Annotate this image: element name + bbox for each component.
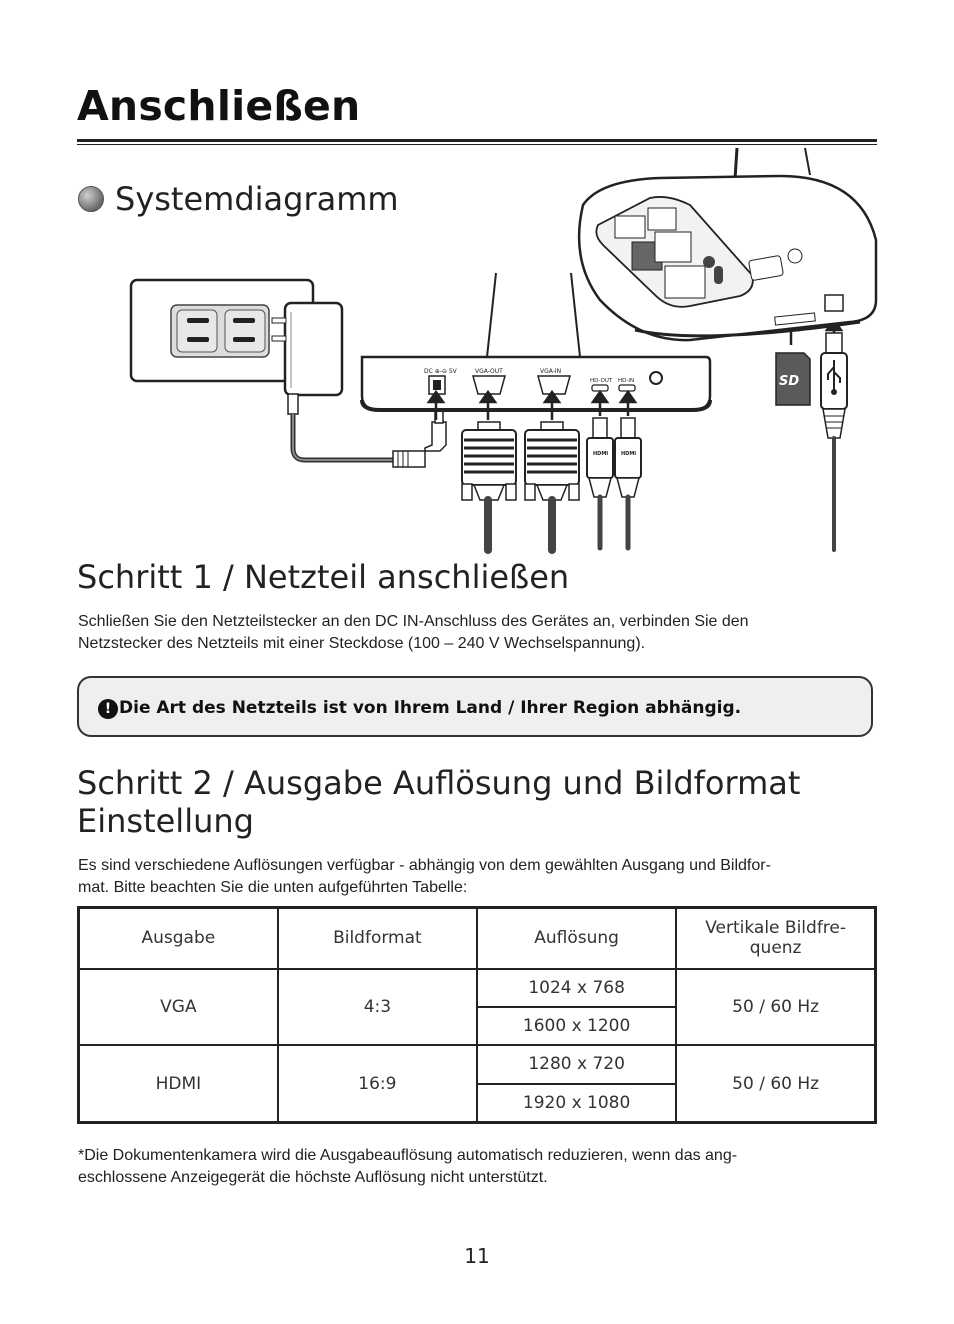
step2-body-line: mat. Bitte beachten Sie die unten aufgeführten Tabelle: bbox=[78, 879, 468, 896]
vga-cable-icon bbox=[462, 422, 516, 550]
hdmi-plug-label: HDMI bbox=[593, 451, 609, 457]
output-cell: HDMI bbox=[79, 1045, 278, 1122]
resolution-cell: 1024 x 768 bbox=[477, 969, 676, 1007]
hd-in-label: HD-IN bbox=[618, 378, 635, 384]
system-diagram-heading bbox=[78, 180, 399, 218]
hdmi-cable-icon bbox=[615, 418, 641, 548]
frequency-cell: 50 / 60 Hz bbox=[676, 1045, 875, 1122]
step2-body-line: Es sind verschiedene Auflösungen verfügbar - abhängig von dem gewählten Ausgang und Bildfor- bbox=[78, 857, 771, 874]
resolution-cell: 1280 x 720 bbox=[477, 1045, 676, 1083]
step2-heading-line: Schritt 2 / Ausgabe Auflösung und Bildformat bbox=[77, 764, 801, 802]
step2-heading bbox=[77, 764, 800, 840]
step1-heading: Schritt 1 / Netzteil anschließen bbox=[77, 558, 570, 596]
table-header-cell: Ausgabe bbox=[79, 908, 278, 969]
table-row bbox=[79, 969, 876, 1007]
usb-cable-icon bbox=[821, 333, 847, 550]
note-text: Die Art des Netzteils ist von Ihrem Land / Ihrer Region abhängig. bbox=[119, 698, 742, 718]
exclamation-icon: ! bbox=[98, 699, 118, 719]
step2-body bbox=[78, 855, 771, 899]
header-text-line: Vertikale Bildfre- bbox=[705, 918, 847, 939]
note-box bbox=[77, 676, 873, 737]
bullet-icon bbox=[78, 186, 104, 212]
vga-in-label: VGA-IN bbox=[540, 368, 562, 375]
table-header-cell: Bildformat bbox=[278, 908, 477, 969]
hd-out-label: HD-OUT bbox=[590, 378, 613, 384]
format-cell: 16:9 bbox=[278, 1045, 477, 1122]
hdmi-cable-icon bbox=[587, 418, 613, 548]
vga-out-label: VGA-OUT bbox=[475, 368, 503, 375]
resolution-cell: 1600 x 1200 bbox=[477, 1007, 676, 1045]
step1-body bbox=[78, 611, 749, 655]
frequency-cell: 50 / 60 Hz bbox=[676, 969, 875, 1046]
table-row bbox=[79, 1045, 876, 1083]
footnote-line: *Die Dokumentenkamera wird die Ausgabeauflösung automatisch reduzieren, wenn das ang- bbox=[78, 1147, 738, 1164]
header-text-line: quenz bbox=[749, 938, 802, 959]
page-number: 11 bbox=[464, 1244, 490, 1268]
resolution-cell: 1920 x 1080 bbox=[477, 1084, 676, 1123]
step2-heading-line: Einstellung bbox=[77, 802, 254, 840]
table-header-row bbox=[79, 908, 876, 969]
resolution-table bbox=[77, 906, 877, 1124]
table-header-cell bbox=[676, 908, 875, 969]
format-cell: 4:3 bbox=[278, 969, 477, 1046]
vga-cable-icon bbox=[525, 422, 579, 550]
sd-card-icon bbox=[776, 353, 810, 405]
sd-logo: SD bbox=[779, 374, 800, 389]
hdmi-plug-label: HDMI bbox=[621, 451, 637, 457]
output-cell: VGA bbox=[79, 969, 278, 1046]
document-camera-icon bbox=[579, 148, 876, 340]
footnote-line: eschlossene Anzeigegerät die höchste Auflösung nicht unterstützt. bbox=[78, 1169, 548, 1186]
dc-port-label: DC ⊕-⊖ 5V bbox=[424, 368, 457, 375]
footnote bbox=[78, 1145, 737, 1189]
step1-body-line: Schließen Sie den Netzteilstecker an den DC IN-Anschluss des Gerätes an, verbinden Sie den bbox=[78, 613, 749, 630]
table-header-cell: Auflösung bbox=[477, 908, 676, 969]
step1-body-line: Netzstecker des Netzteils mit einer Steckdose (100 – 240 V Wechselspannung). bbox=[78, 635, 646, 652]
title-rule bbox=[77, 139, 877, 142]
system-diagram-title: Systemdiagramm bbox=[115, 180, 399, 218]
page-title: Anschließen bbox=[77, 82, 361, 130]
